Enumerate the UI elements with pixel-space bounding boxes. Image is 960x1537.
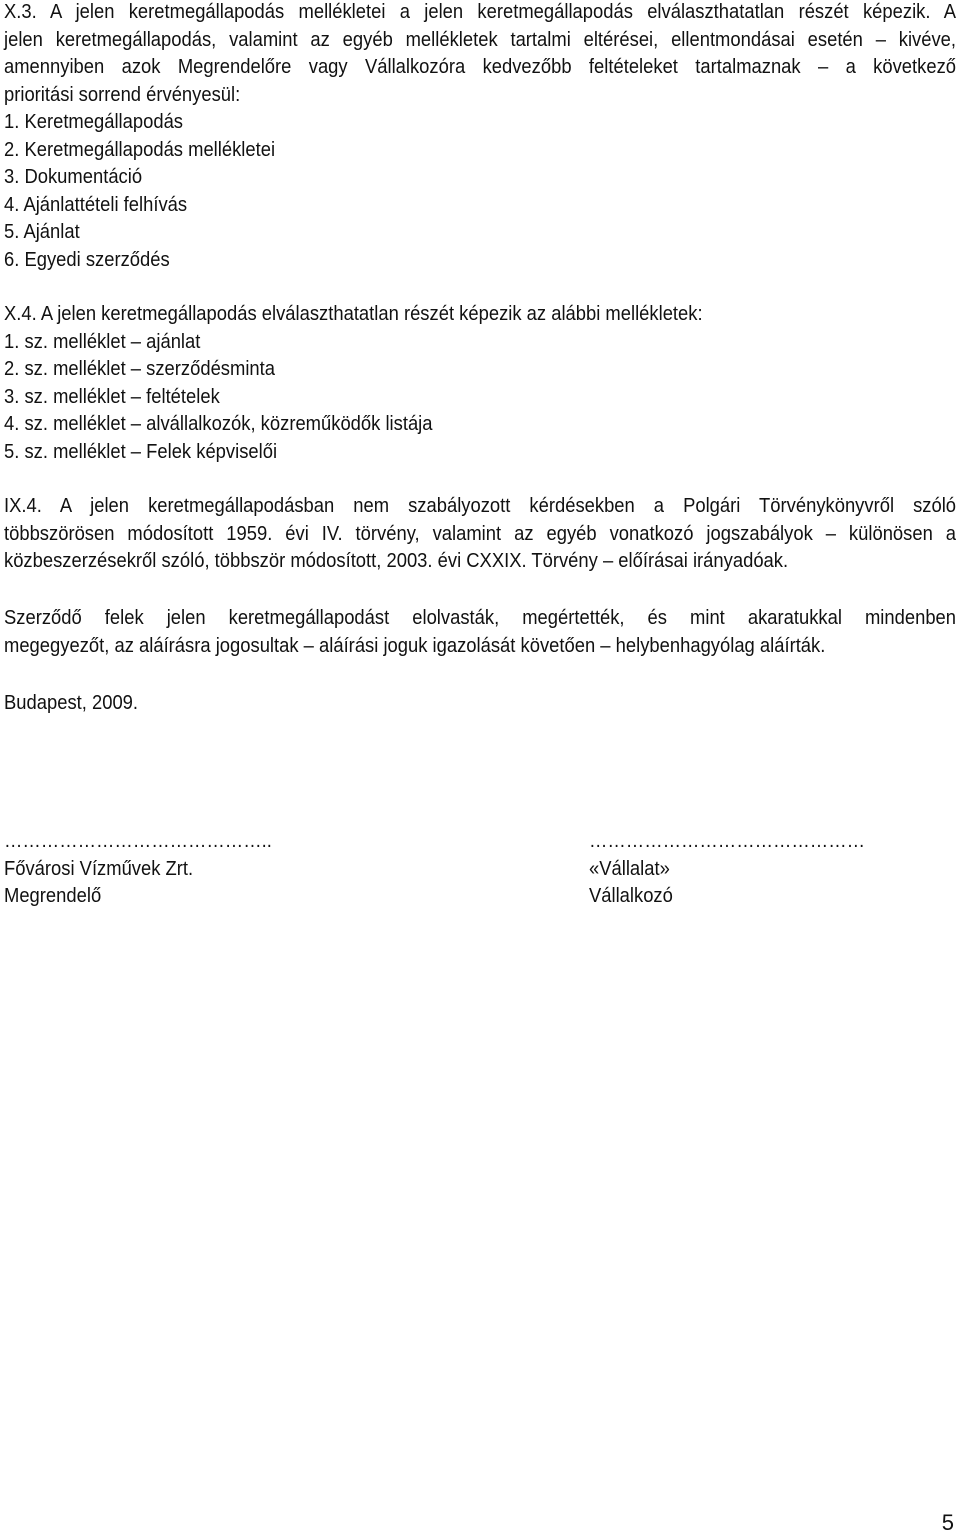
signature-left bbox=[4, 828, 272, 911]
priority-item: 2. Keretmegállapodás mellékletei bbox=[4, 138, 276, 161]
section-x3 bbox=[4, 0, 956, 274]
closing-paragraph bbox=[4, 605, 956, 660]
section-ix4 bbox=[4, 493, 956, 576]
annex-item: 2. sz. melléklet – szerződésminta bbox=[4, 358, 275, 380]
annex-item: 3. sz. melléklet – feltételek bbox=[4, 385, 220, 408]
signature-line-right: ……………………………………… bbox=[589, 830, 865, 852]
annex-item: 1. sz. melléklet – ajánlat bbox=[4, 330, 201, 353]
x4-heading: X.4. A jelen keretmegállapodás elválaszthatatlan részét képezik az alábbi mellékletek: bbox=[4, 303, 703, 325]
signer-role-left: Megrendelő bbox=[4, 885, 102, 907]
signer-name-right: «Vállalat» bbox=[589, 857, 670, 880]
priority-item: 3. Dokumentáció bbox=[4, 166, 143, 188]
page-number: 5 bbox=[941, 1510, 954, 1535]
annex-item: 4. sz. melléklet – alvállalkozók, közreműködők listája bbox=[4, 413, 433, 435]
x3-line-2: jelen keretmegállapodás, valamint az egyéb mellékletek tartalmi eltérései, ellentmondásai esetén – kivéve, bbox=[4, 28, 957, 51]
annex-item: 5. sz. melléklet – Felek képviselői bbox=[4, 440, 278, 463]
section-x4 bbox=[4, 301, 956, 466]
priority-item: 6. Egyedi szerződés bbox=[4, 248, 170, 271]
signer-role-right: Vállalkozó bbox=[589, 885, 673, 907]
ix4-line-3: közbeszerzésekről szóló, többször módosított, 2003. évi CXXIX. Törvény – előírásai irányadóak. bbox=[4, 550, 789, 572]
x3-line-3: amennyiben azok Megrendelőre vagy Vállalkozóra kedvezőbb feltételeket tartalmaznak – a következő bbox=[4, 56, 957, 78]
priority-item: 1. Keretmegállapodás bbox=[4, 111, 184, 133]
place-date: Budapest, 2009. bbox=[4, 692, 139, 714]
signer-name-left: Fővárosi Vízművek Zrt. bbox=[4, 857, 194, 880]
ix4-line-2: többszörösen módosított 1959. évi IV. törvény, valamint az egyéb vonatkozó jogszabályok – különösen a bbox=[4, 522, 957, 545]
closing-line-2: megegyezőt, az aláírásra jogosultak – aláírási joguk igazolását követően – helybenhagyólag aláírták. bbox=[4, 634, 826, 657]
signature-right bbox=[589, 828, 865, 911]
priority-item: 4. Ajánlattételi felhívás bbox=[4, 193, 188, 216]
x3-line-1: X.3. A jelen keretmegállapodás mellékletei a jelen keretmegállapodás elválaszthatatlan részét képezik. A bbox=[4, 1, 957, 23]
x3-line-4: prioritási sorrend érvényesül: bbox=[4, 83, 241, 106]
priority-item: 5. Ajánlat bbox=[4, 221, 80, 243]
ix4-line-1: IX.4. A jelen keretmegállapodásban nem szabályozott kérdésekben a Polgári Törvénykönyvről szóló bbox=[4, 495, 957, 517]
signature-line-left: …………………………………….. bbox=[4, 830, 272, 852]
closing-line-1: Szerződő felek jelen keretmegállapodást elolvasták, megértették, és mint akaratukkal mindenben bbox=[4, 607, 957, 629]
